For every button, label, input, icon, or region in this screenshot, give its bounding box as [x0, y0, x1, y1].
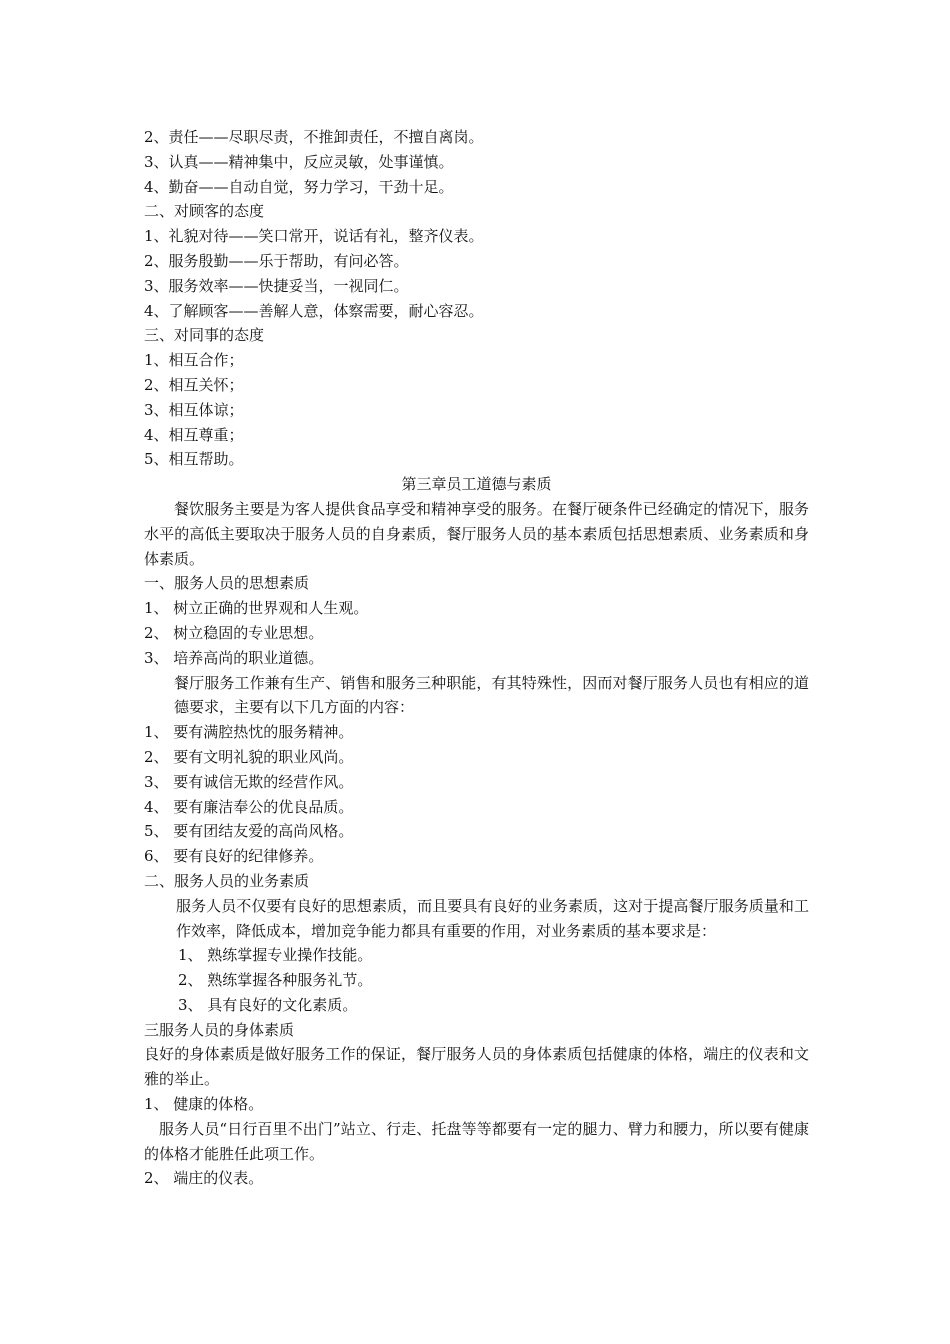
list-item: 3、认真——精神集中，反应灵敏，处事谨慎。: [144, 152, 454, 171]
section-heading: 三服务人员的身体素质: [144, 1020, 295, 1039]
list-item: 4、 要有廉洁奉公的优良品质。: [144, 797, 354, 816]
list-item: 5、相互帮助。: [144, 450, 244, 469]
list-item: 2、责任——尽职尽责，不推卸责任，不擅自离岗。: [144, 128, 484, 146]
list-item: 4、了解顾客——善解人意，体察需要，耐心容忍。: [144, 301, 484, 320]
list-item: 2、服务殷勤——乐于帮助，有问必答。: [144, 251, 409, 270]
section-heading: 二、对顾客的态度: [144, 202, 265, 221]
chapter-title: 第三章员工道德与素质: [401, 475, 552, 494]
list-item: 1、 健康的体格。: [144, 1095, 264, 1114]
list-item: 1、 树立正确的世界观和人生观。: [144, 599, 369, 618]
list-item: 2、 端庄的仪表。: [144, 1169, 264, 1188]
body-paragraph: 服务人员“日行百里不出门”站立、行走、托盘等等都要有一定的腿力、臂力和腰力，所以要有健康的体格才能胜任此项工作。: [144, 1119, 809, 1163]
list-item: 1、 要有满腔热忱的服务精神。: [144, 723, 354, 742]
list-item: 3、 具有良好的文化素质。: [178, 995, 358, 1014]
section-heading: 一、服务人员的思想素质: [144, 574, 310, 593]
body-paragraph: 餐厅服务工作兼有生产、销售和服务三种职能，有其特殊性，因而对餐厅服务人员也有相应的道德要求，主要有以下几方面的内容：: [174, 673, 809, 717]
section-heading: 三、对同事的态度: [144, 326, 265, 345]
intro-paragraph: 餐饮服务主要是为客人提供食品享受和精神享受的服务。在餐厅硬条件已经确定的情况下，服务水平的高低主要取决于服务人员的自身素质，餐厅服务人员的基本素质包括思想素质、业务素质和身体素质。: [144, 499, 809, 568]
list-item: 3、相互体谅；: [144, 400, 244, 419]
document-body: [144, 125, 809, 1191]
list-item: 2、 要有文明礼貌的职业风尚。: [144, 747, 354, 766]
list-item: 5、 要有团结友爱的高尚风格。: [144, 822, 354, 841]
list-item: 3、 要有诚信无欺的经营作风。: [144, 772, 354, 791]
list-item: 2、 熟练掌握各种服务礼节。: [178, 971, 373, 990]
list-item: 4、勤奋——自动自觉，努力学习，干劲十足。: [144, 177, 454, 196]
list-item: 1、 熟练掌握专业操作技能。: [178, 946, 373, 965]
list-item: 4、相互尊重；: [144, 425, 244, 444]
list-item: 1、相互合作；: [144, 351, 244, 370]
body-paragraph: 服务人员不仅要有良好的思想素质，而且要具有良好的业务素质，这对于提高餐厅服务质量和工作效率，降低成本，增加竞争能力都具有重要的作用，对业务素质的基本要求是：: [176, 896, 809, 940]
list-item: 3、 培养高尚的职业道德。: [144, 648, 324, 667]
list-item: 2、 树立稳固的专业思想。: [144, 623, 324, 642]
list-item: 6、 要有良好的纪律修养。: [144, 847, 324, 866]
list-item: 2、相互关怀；: [144, 375, 244, 394]
list-item: 3、服务效率——快捷妥当，一视同仁。: [144, 276, 409, 295]
section-heading: 二、服务人员的业务素质: [144, 871, 310, 890]
body-paragraph: 良好的身体素质是做好服务工作的保证，餐厅服务人员的身体素质包括健康的体格，端庄的仪表和文雅的举止。: [144, 1045, 809, 1089]
list-item: 1、礼貌对待——笑口常开，说话有礼，整齐仪表。: [144, 227, 484, 246]
